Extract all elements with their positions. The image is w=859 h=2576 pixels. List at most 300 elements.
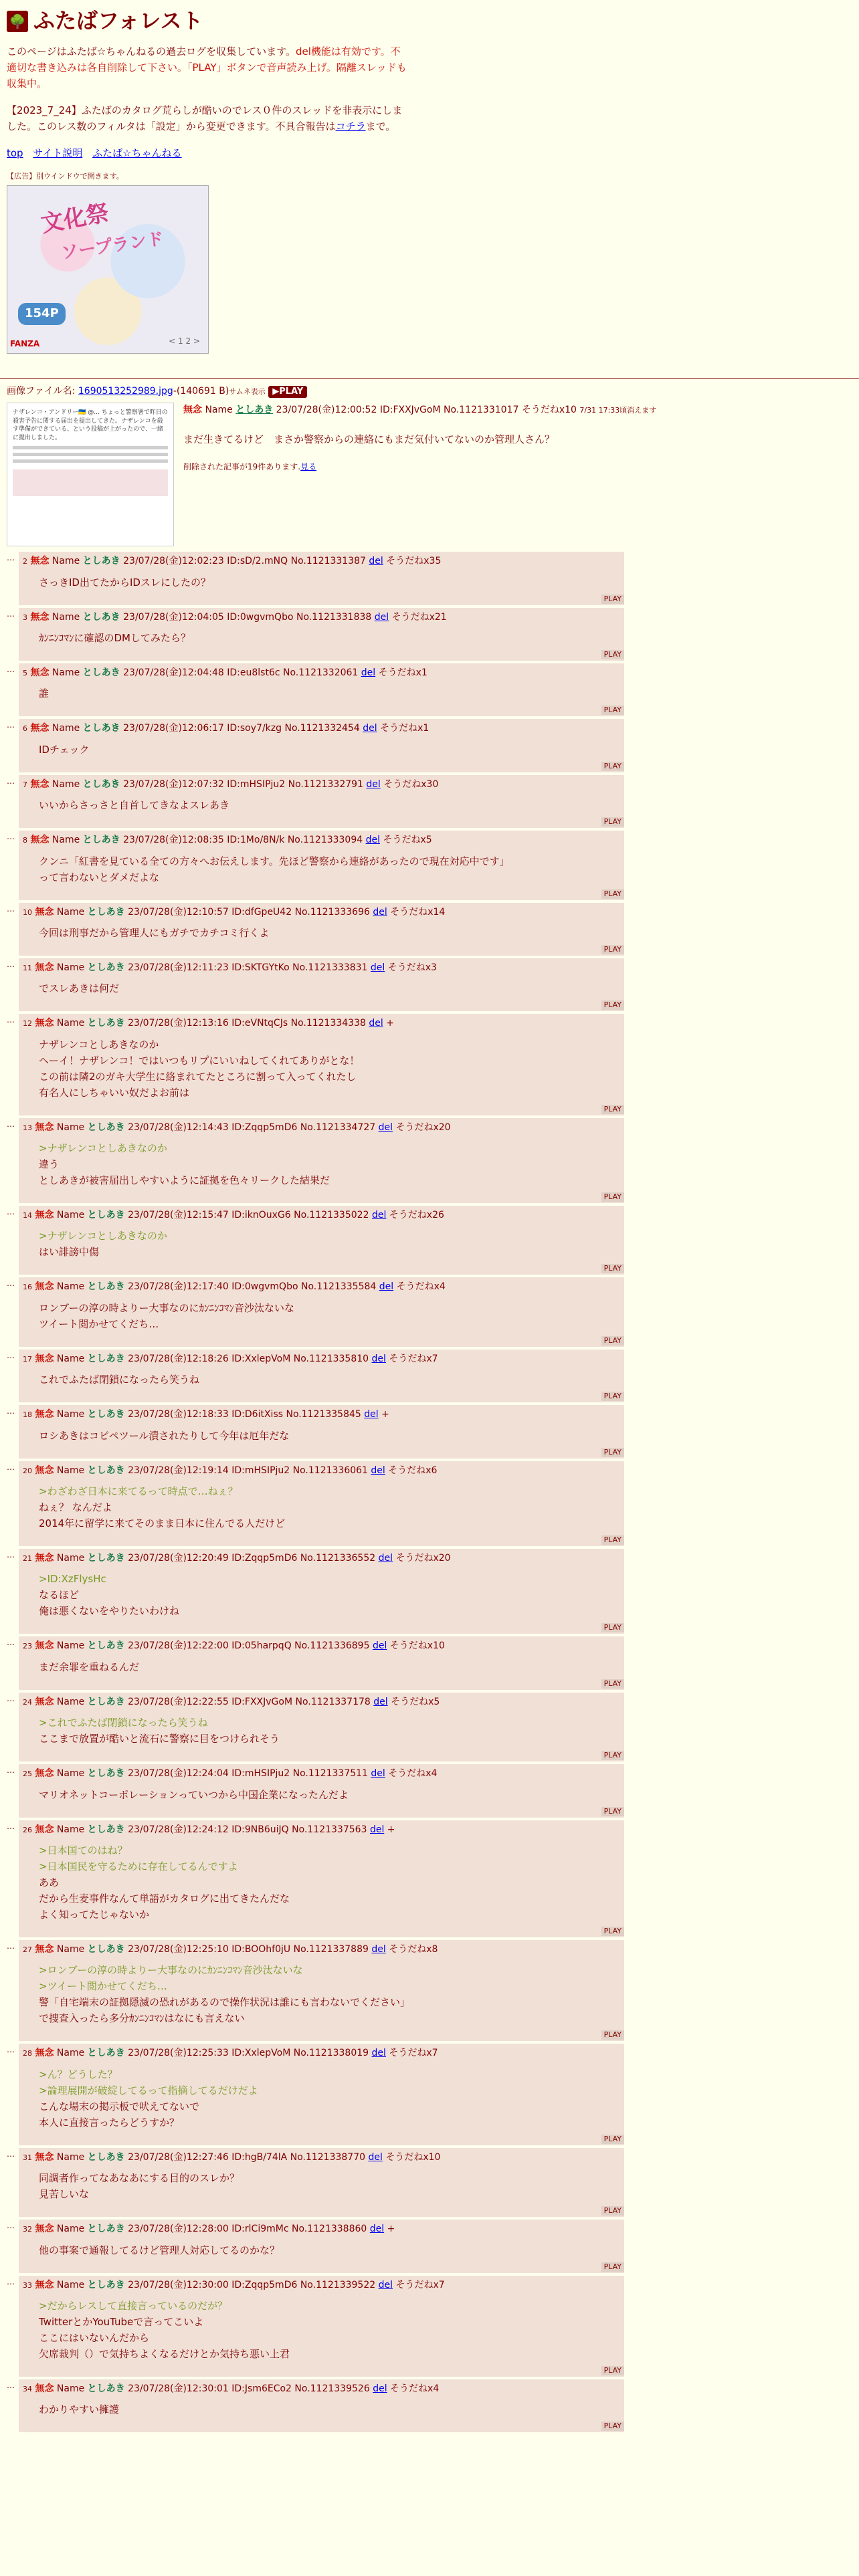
del-link[interactable]: del — [369, 556, 383, 567]
reply-username[interactable]: としあき — [87, 1409, 125, 1420]
reply-row — [7, 1405, 852, 1461]
reply-menu-icon[interactable]: … — [7, 959, 15, 969]
reply-no: No.1121333094 — [287, 835, 363, 846]
soudane-button[interactable]: そうだねx10 — [385, 2151, 441, 2163]
reply-menu-icon[interactable]: … — [7, 553, 15, 563]
site-header — [7, 4, 852, 38]
reply-date: 23/07/28(金)12:20:49 — [128, 1553, 229, 1564]
reply-number: 12 — [23, 1019, 32, 1029]
reply-date: 23/07/28(金)12:27:46 — [128, 2151, 229, 2163]
reply-username[interactable]: としあき — [87, 1824, 125, 1835]
reply-play-button[interactable]: PLAY — [601, 2135, 624, 2144]
soudane-button[interactable]: そうだねx3 — [387, 962, 437, 973]
reply-name-label: Name — [56, 1353, 85, 1364]
reply-username[interactable]: としあき — [87, 1018, 125, 1029]
del-link[interactable]: del — [369, 1018, 383, 1029]
reply-no: No.1121337178 — [295, 1696, 371, 1707]
reply-menu-icon[interactable]: … — [7, 1350, 15, 1360]
reply-body — [23, 1135, 620, 1192]
reply-menu-icon[interactable]: … — [7, 664, 15, 674]
message-line: こんな場末の掲示板で吠えてないで — [39, 2100, 200, 2113]
reply-menu-icon[interactable]: … — [7, 1693, 15, 1703]
del-link[interactable]: del — [370, 962, 385, 973]
soudane-button[interactable]: + — [386, 1018, 394, 1029]
reply-play-button[interactable]: PLAY — [601, 1807, 624, 1816]
reply-id: ID:sD/2.mNQ — [227, 556, 288, 567]
reply-username[interactable]: としあき — [87, 2048, 125, 2059]
del-link[interactable]: del — [364, 1409, 379, 1420]
reply-number: 5 — [23, 668, 27, 677]
soudane-button[interactable]: そうだねx5 — [383, 835, 432, 846]
reply-row — [7, 552, 852, 607]
soudane-button[interactable]: そうだねx26 — [389, 1210, 444, 1221]
reply-id: ID:Zqqp5mD6 — [231, 2279, 298, 2290]
reply-no: No.1121338019 — [293, 2048, 369, 2059]
intro-paragraph-1: このページはふたば☆ちゃんねるの過去ログを収集しています。del機能は有効です。不適切な書き込みは各自削除して下さい。「PLAY」ボタンで音声読み上げ。隔離スレッドも収集中。 — [7, 45, 407, 90]
reply-box — [19, 2220, 624, 2272]
reply-play-button[interactable]: PLAY — [601, 1448, 624, 1457]
message-line: 他の事案で通報してるけど管理人対応してるのかな？ — [39, 2244, 280, 2256]
reply-username[interactable]: としあき — [87, 1640, 125, 1652]
reply-number: 14 — [23, 1211, 32, 1220]
reply-number: 28 — [23, 2049, 32, 2058]
reply-name-label: Name — [56, 906, 85, 918]
soudane-button[interactable]: そうだねx5 — [391, 1696, 440, 1707]
del-link[interactable]: del — [374, 611, 389, 623]
reply-body — [23, 625, 620, 650]
del-link[interactable]: del — [371, 1353, 386, 1364]
reply-username[interactable]: としあき — [87, 1281, 125, 1293]
reply-subject: 無念 — [35, 962, 54, 973]
soudane-button[interactable]: そうだねx10 — [389, 1640, 445, 1652]
message-line: ツイート閲かせてくだち… — [39, 1317, 159, 1330]
reply-play-button[interactable]: PLAY — [601, 1264, 624, 1273]
reply-box — [19, 719, 624, 772]
reply-id: ID:eVNtqCJs — [231, 1018, 288, 1029]
reply-row — [7, 775, 852, 831]
reply-number: 20 — [23, 1466, 32, 1475]
reply-play-button[interactable]: PLAY — [601, 945, 624, 954]
soudane-button[interactable]: そうだねx7 — [389, 2048, 438, 2059]
reply-header — [23, 960, 620, 975]
reply-body — [23, 1782, 620, 1807]
del-link[interactable]: del — [378, 2279, 393, 2290]
reply-row — [7, 1350, 852, 1405]
reply-menu-icon[interactable]: … — [7, 1207, 15, 1217]
reply-row — [7, 903, 852, 958]
reply-subject: 無念 — [35, 1353, 54, 1364]
thread-play-button[interactable]: ▶PLAY — [268, 386, 307, 398]
reply-id: ID:05harpqQ — [231, 1640, 292, 1652]
reply-header — [23, 2046, 620, 2060]
message-line: わかりやすい擁護 — [39, 2403, 120, 2416]
reply-date: 23/07/28(金)12:24:04 — [128, 1768, 229, 1780]
reply-no: No.1121331838 — [296, 611, 372, 623]
del-link[interactable]: del — [371, 1465, 385, 1476]
reply-subject: 無念 — [35, 1210, 54, 1221]
reply-body — [23, 2165, 620, 2206]
reply-play-button[interactable]: PLAY — [601, 1000, 624, 1010]
reply-username[interactable]: としあき — [87, 962, 125, 973]
reply-play-button[interactable]: PLAY — [601, 2030, 624, 2040]
reply-name-label: Name — [56, 2279, 85, 2290]
reply-id: ID:soy7/kzg — [227, 723, 282, 734]
reply-list — [7, 552, 852, 2435]
reply-menu-icon[interactable]: … — [7, 609, 15, 619]
soudane-button[interactable]: そうだねx35 — [386, 556, 442, 567]
reply-menu-icon[interactable]: … — [7, 2221, 15, 2231]
reply-username[interactable]: としあき — [82, 723, 120, 734]
reply-name-label: Name — [56, 2151, 85, 2163]
op-post — [7, 403, 852, 546]
reply-play-button[interactable]: PLAY — [601, 1927, 624, 1936]
del-link[interactable]: del — [373, 1696, 388, 1707]
reply-body — [23, 2292, 620, 2366]
reply-name-label: Name — [56, 1121, 85, 1133]
reply-play-button[interactable]: PLAY — [601, 2206, 624, 2216]
image-file-link[interactable]: 1690513252989.jpg — [78, 385, 173, 397]
del-link[interactable]: del — [378, 1553, 393, 1564]
reply-name-label: Name — [52, 778, 80, 790]
soudane-button[interactable]: そうだねx20 — [395, 1121, 451, 1133]
reply-date: 23/07/28(金)12:04:48 — [123, 667, 224, 678]
reply-box — [19, 2276, 624, 2377]
reply-play-button[interactable]: PLAY — [601, 2422, 624, 2431]
reply-menu-icon[interactable]: … — [7, 720, 15, 730]
reply-row — [7, 2220, 852, 2275]
quote-line: >日本国てのはね？ — [39, 1844, 128, 1856]
reply-box — [19, 1549, 624, 1634]
reply-menu-icon[interactable]: … — [7, 1550, 15, 1560]
nav-top-link[interactable]: top — [7, 147, 23, 160]
reply-id: ID:mHSIPju2 — [227, 778, 286, 790]
reply-box — [19, 1940, 624, 2041]
reply-username[interactable]: としあき — [87, 1353, 125, 1364]
reply-play-button[interactable]: PLAY — [601, 706, 624, 715]
reply-number: 26 — [23, 1825, 32, 1834]
reply-date: 23/07/28(金)12:25:33 — [128, 2048, 229, 2059]
reply-username[interactable]: としあき — [87, 1696, 125, 1707]
reply-username[interactable]: としあき — [87, 1768, 125, 1780]
op-username[interactable]: としあき — [235, 405, 274, 416]
ad-banner[interactable] — [7, 185, 209, 354]
soudane-button[interactable]: そうだねx30 — [383, 778, 439, 790]
reply-name-label: Name — [52, 723, 80, 734]
reply-header — [23, 1551, 620, 1566]
reply-no: No.1121338860 — [291, 2224, 367, 2235]
reply-username[interactable]: としあき — [87, 1121, 125, 1133]
reply-body — [23, 848, 620, 889]
reply-subject: 無念 — [35, 1824, 54, 1835]
reply-play-button[interactable]: PLAY — [601, 1336, 624, 1346]
reply-play-button[interactable]: PLAY — [601, 762, 624, 771]
op-body — [183, 403, 852, 546]
reply-header — [23, 2150, 620, 2165]
reply-menu-icon[interactable]: … — [7, 1941, 15, 1951]
reply-body — [23, 1566, 620, 1623]
reply-username[interactable]: としあき — [82, 778, 120, 790]
soudane-button[interactable]: そうだねx21 — [391, 611, 447, 623]
reply-subject: 無念 — [35, 906, 54, 918]
reply-id: ID:Zqqp5mD6 — [231, 1553, 298, 1564]
reply-username[interactable]: としあき — [87, 1210, 125, 1221]
del-link[interactable]: del — [369, 2224, 385, 2235]
del-link[interactable]: del — [366, 778, 381, 790]
reply-header — [23, 665, 620, 680]
op-thumbnail[interactable] — [7, 403, 174, 546]
reply-username[interactable]: としあき — [87, 1553, 125, 1564]
reply-name-label: Name — [52, 556, 80, 567]
reply-body — [23, 1957, 620, 2030]
reply-name-label: Name — [56, 1409, 85, 1420]
reply-username[interactable]: としあき — [82, 667, 120, 678]
reply-no: No.1121337511 — [292, 1768, 368, 1780]
thumb-text: ナザレンコ・アンドリー🇺🇦 @... ちょっと警察署で昨日の殺害予告に関する届出を提出してきた。ナザレンコを殺す準備ができている、という投稿が上がったので、一緒に提出しました。 — [13, 409, 168, 441]
soudane-button[interactable]: そうだねx4 — [388, 1768, 438, 1780]
show-deleted-link[interactable]: 見る — [300, 461, 317, 471]
reply-username[interactable]: としあき — [87, 1943, 125, 1955]
reply-row — [7, 831, 852, 902]
reply-menu-icon[interactable]: … — [7, 1406, 15, 1416]
reply-menu-icon[interactable]: … — [7, 2380, 15, 2390]
reply-username[interactable]: としあき — [87, 2279, 125, 2290]
reply-header — [23, 2278, 620, 2292]
reply-date: 23/07/28(金)12:06:17 — [123, 723, 224, 734]
reply-number: 33 — [23, 2280, 32, 2290]
reply-date: 23/07/28(金)12:07:32 — [123, 778, 224, 790]
del-link[interactable]: del — [361, 667, 376, 678]
reply-menu-icon[interactable]: … — [7, 1119, 15, 1129]
reply-date: 23/07/28(金)12:19:14 — [128, 1465, 229, 1476]
reply-name-label: Name — [56, 2383, 85, 2394]
reply-menu-icon[interactable]: … — [7, 2149, 15, 2159]
reply-header — [23, 777, 620, 792]
reply-menu-icon[interactable]: … — [7, 2276, 15, 2286]
del-link[interactable]: del — [371, 1210, 387, 1221]
divider — [0, 378, 859, 379]
message-line: 見苦しいな — [39, 2188, 90, 2201]
soudane-button[interactable]: そうだねx8 — [389, 1943, 438, 1955]
message-line: IDチェック — [39, 743, 90, 756]
reply-box — [19, 903, 624, 956]
reply-play-button[interactable]: PLAY — [601, 889, 624, 899]
reply-play-button[interactable]: PLAY — [601, 1392, 624, 1401]
reply-header — [23, 1766, 620, 1781]
reply-menu-icon[interactable]: … — [7, 1279, 15, 1289]
reply-date: 23/07/28(金)12:22:00 — [128, 1640, 229, 1652]
message-line: ああ — [39, 1876, 60, 1889]
reply-row — [7, 1118, 852, 1206]
soudane-button[interactable]: + — [387, 1824, 395, 1835]
reply-header — [23, 554, 620, 568]
message-line: で捜査入ったら多分ｶﾝﾆﾝｺﾏﾝはなにも言えない — [39, 2012, 245, 2025]
reply-id: ID:eu8lst6c — [227, 667, 280, 678]
reply-id: ID:D6itXiss — [231, 1409, 284, 1420]
ad-pager[interactable]: < 1 2 > — [169, 336, 200, 346]
reply-no: No.1121335022 — [294, 1210, 369, 1221]
reply-header — [23, 1407, 620, 1422]
del-link[interactable]: del — [371, 1943, 386, 1955]
reply-header — [23, 1120, 620, 1135]
reply-play-button[interactable]: PLAY — [601, 1105, 624, 1114]
reply-row — [7, 1014, 852, 1117]
reply-name-label: Name — [56, 2048, 85, 2059]
message-line: 誰 — [39, 687, 50, 700]
del-link[interactable]: del — [378, 1121, 393, 1133]
reply-play-button[interactable]: PLAY — [601, 650, 624, 659]
reply-header — [23, 1208, 620, 1222]
reply-box — [19, 1461, 624, 1546]
message-line: ねぇ？ なんだよ — [39, 1501, 112, 1514]
reply-username[interactable]: としあき — [87, 1465, 125, 1476]
reply-row — [7, 1764, 852, 1820]
reply-play-button[interactable]: PLAY — [601, 1679, 624, 1689]
message-line: 警「自宅端末の証拠隠滅の恐れがあるので操作状況は誰にも言わないでください」 — [39, 1996, 411, 2009]
reply-no: No.1121336061 — [292, 1465, 368, 1476]
nav-about-link[interactable]: サイト説明 — [33, 147, 83, 160]
ad-page-count: 154P — [18, 303, 66, 325]
reply-no: No.1121339526 — [294, 2383, 370, 2394]
soudane-button[interactable]: そうだねx7 — [389, 1353, 438, 1364]
site-title[interactable]: ふたばフォレスト — [33, 8, 203, 33]
reply-menu-icon[interactable]: … — [7, 1015, 15, 1025]
reply-play-button[interactable]: PLAY — [601, 1751, 624, 1760]
soudane-button[interactable]: そうだねx4 — [396, 1281, 446, 1293]
bug-report-link[interactable]: コチラ — [335, 120, 366, 133]
reply-row — [7, 663, 852, 719]
ad-brand: FANZA — [10, 338, 40, 348]
reply-username[interactable]: としあき — [87, 906, 125, 918]
reply-play-button[interactable]: PLAY — [601, 2366, 624, 2375]
reply-date: 23/07/28(金)12:17:40 — [128, 1281, 229, 1293]
reply-play-button[interactable]: PLAY — [601, 1535, 624, 1545]
reply-username[interactable]: としあき — [87, 2151, 125, 2163]
del-link[interactable]: del — [373, 906, 387, 918]
soudane-button[interactable]: そうだねx7 — [395, 2279, 445, 2290]
reply-subject: 無念 — [35, 2224, 54, 2235]
reply-header — [23, 2222, 620, 2236]
reply-menu-icon[interactable]: … — [7, 2045, 15, 2055]
reply-play-button[interactable]: PLAY — [601, 2262, 624, 2272]
reply-username[interactable]: としあき — [87, 2224, 125, 2235]
op-soudane[interactable]: そうだねx10 — [521, 405, 577, 416]
reply-menu-icon[interactable]: … — [7, 776, 15, 786]
reply-box — [19, 2044, 624, 2145]
reply-name-label: Name — [56, 1018, 85, 1029]
reply-no: No.1121332061 — [283, 667, 359, 678]
reply-row — [7, 608, 852, 663]
quote-line: >わざわざ日本に来てるって時点で…ねぇ？ — [39, 1485, 238, 1498]
soudane-button[interactable]: そうだねx20 — [395, 1553, 451, 1564]
reply-menu-icon[interactable]: … — [7, 1638, 15, 1648]
soudane-button[interactable]: + — [381, 1409, 389, 1420]
message-line: 今回は刑事だから管理人にもガチでカチコミ行くよ — [39, 926, 270, 939]
reply-id: ID:dfGpeU42 — [231, 906, 292, 918]
reply-body — [23, 2396, 620, 2422]
nav-futaba-link[interactable]: ふたば☆ちゃんねる — [92, 147, 182, 160]
nav-links — [7, 145, 408, 161]
reply-body — [23, 975, 620, 1000]
reply-body — [23, 1478, 620, 1535]
reply-box — [19, 1014, 624, 1115]
quote-line: >ツイート閲かせてくだち… — [39, 1980, 167, 1993]
reply-subject: 無念 — [30, 556, 50, 567]
reply-no: No.1121334727 — [300, 1121, 376, 1133]
reply-username[interactable]: としあき — [82, 556, 120, 567]
reply-menu-icon[interactable]: … — [7, 903, 15, 914]
reply-no: No.1121331387 — [290, 556, 366, 567]
reply-header — [23, 721, 620, 736]
reply-subject: 無念 — [35, 2383, 54, 2394]
del-link[interactable]: del — [371, 2048, 386, 2059]
reply-username[interactable]: としあき — [82, 835, 120, 846]
del-link[interactable]: del — [372, 1640, 387, 1652]
reply-subject: 無念 — [35, 1465, 54, 1476]
del-link[interactable]: del — [368, 2151, 383, 2163]
reply-number: 18 — [23, 1410, 32, 1420]
reply-menu-icon[interactable]: … — [7, 832, 15, 842]
message-line: マリオネットコーポレーションっていつから中国企業になったんだよ — [39, 1788, 349, 1801]
reply-menu-icon[interactable]: … — [7, 1821, 15, 1831]
del-link[interactable]: del — [371, 1768, 385, 1780]
reply-body — [23, 2061, 620, 2135]
reply-header — [23, 1942, 620, 1957]
soudane-button[interactable]: そうだねx4 — [390, 2383, 440, 2394]
reply-body — [23, 1031, 620, 1105]
reply-id: ID:iknOuxG6 — [231, 1210, 291, 1221]
reply-play-button[interactable]: PLAY — [601, 1192, 624, 1202]
reply-date: 23/07/28(金)12:30:01 — [128, 2383, 229, 2394]
soudane-button[interactable]: そうだねx14 — [390, 906, 446, 918]
soudane-button[interactable]: そうだねx6 — [388, 1465, 438, 1476]
reply-play-button[interactable]: PLAY — [601, 817, 624, 827]
soudane-button[interactable]: そうだねx1 — [378, 667, 427, 678]
reply-no: No.1121332454 — [284, 723, 360, 734]
reply-id: ID:Jsm6ECo2 — [231, 2383, 292, 2394]
reply-menu-icon[interactable]: … — [7, 1765, 15, 1776]
del-link[interactable]: del — [379, 1281, 394, 1293]
message-line: クンニ「紅書を見ている全ての方々へお伝えします。先ほど警察から連絡があったので現在対応中です」 — [39, 855, 510, 867]
del-link[interactable]: del — [369, 1824, 385, 1835]
reply-number: 32 — [23, 2225, 32, 2234]
soudane-button[interactable]: そうだねx1 — [380, 723, 430, 734]
reply-menu-icon[interactable]: … — [7, 1462, 15, 1472]
del-link[interactable]: del — [365, 835, 380, 846]
reply-row — [7, 1549, 852, 1636]
reply-username[interactable]: としあき — [82, 611, 120, 623]
reply-number: 13 — [23, 1123, 32, 1132]
message-line: なるほど — [39, 1589, 80, 1602]
reply-header — [23, 1822, 620, 1837]
reply-header — [23, 1695, 620, 1709]
soudane-button[interactable]: + — [387, 2224, 395, 2235]
reply-no: No.1121336895 — [294, 1640, 370, 1652]
reply-play-button[interactable]: PLAY — [601, 595, 624, 604]
message-line: まだ余罪を重ねるんだ — [39, 1660, 140, 1673]
reply-body — [23, 1654, 620, 1679]
thumb-toggle[interactable]: サムネ表示 — [229, 387, 266, 396]
message-line: ロシあきはコピペツール潰されたりして今年は厄年だな — [39, 1429, 290, 1442]
reply-username[interactable]: としあき — [87, 2383, 125, 2394]
reply-body — [23, 1837, 620, 1927]
reply-number: 24 — [23, 1697, 32, 1707]
reply-body — [23, 2237, 620, 2262]
reply-id: ID:BOOhf0jU — [231, 1943, 291, 1955]
reply-play-button[interactable]: PLAY — [601, 1623, 624, 1632]
reply-name-label: Name — [52, 667, 80, 678]
del-link[interactable]: del — [373, 2383, 387, 2394]
del-link[interactable]: del — [363, 723, 377, 734]
